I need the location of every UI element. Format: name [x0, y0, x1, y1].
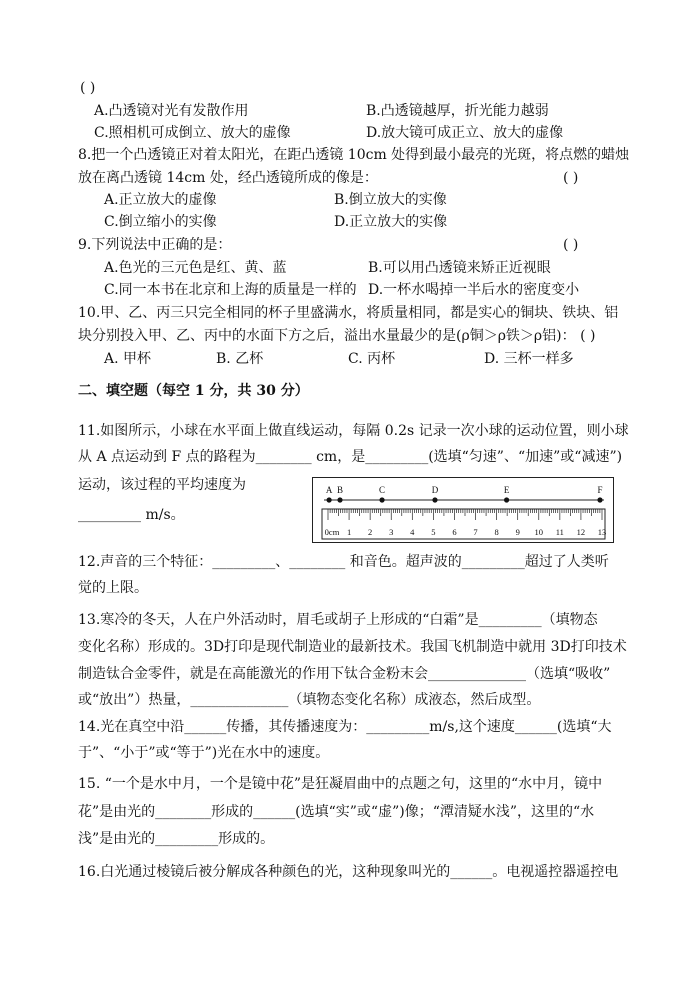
ruler-tick-label: 12 [576, 527, 586, 537]
q10-option-c: C. 丙杯 [348, 351, 396, 367]
section-title: 二、填空题（每空 1 分，共 30 分） [78, 383, 309, 399]
ruler-tick-label: 13 [597, 527, 607, 537]
q10-option-d: D. 三杯一样多 [484, 351, 574, 367]
ruler-tick-label: 8 [494, 527, 499, 537]
ball-position-c [379, 497, 384, 502]
q7-option-a: A.凸透镜对光有发散作用 [94, 103, 249, 119]
q9-option-b: B.可以用凸透镜来矫正近视眼 [368, 260, 551, 276]
ruler-tick-label: 1 [346, 527, 352, 537]
point-label-f: F [597, 485, 603, 495]
ruler-tick-label: 7 [473, 527, 478, 537]
q13-stem-line1: 13.寒冷的冬天，人在户外活动时，眉毛或胡子上形成的“白霜”是_________（填物态 [78, 612, 598, 628]
q8-option-c: C.倒立缩小的实像 [104, 214, 217, 230]
q16-stem-line1: 16.白光通过棱镜后被分解成各种颜色的光，这种现象叫光的______。电视遥控器遥控电 [78, 864, 619, 880]
point-label-c: C [379, 485, 386, 495]
q10-option-b: B. 乙杯 [216, 351, 264, 367]
q11-stem-line3: 运动，该过程的平均速度为 [78, 477, 246, 493]
q10-stem-line1: 10.甲、乙、丙三只完全相同的杯子里盛满水，将质量相同，都是实心的铜块、铁块、铝 [78, 305, 619, 321]
ruler-figure [312, 477, 614, 543]
q14-stem-line2: 于”、“小于”或“等于”)光在水中的速度。 [78, 745, 330, 761]
q7-option-c: C.照相机可成倒立、放大的虚像 [94, 125, 291, 141]
q12-stem-line1: 12.声音的三个特征：_________、________ 和音色。超声波的_________超过了人类听 [78, 554, 609, 570]
ball-position-d [432, 497, 437, 502]
q9-option-d: D.一杯水喝掉一半后水的密度变小 [368, 282, 580, 298]
ruler-tick-label: 2 [368, 527, 373, 537]
q10-stem-line2: 块分别投入甲、乙、丙中的水面下方之后，溢出水量最少的是(ρ铜＞ρ铁＞ρ铝)： ( ) [78, 328, 596, 344]
q8-answer-bracket: ( ) [563, 170, 579, 186]
q8-stem-line2: 放在离凸透镜 14cm 处，经凸透镜所成的像是： [78, 170, 378, 186]
q9-answer-bracket: ( ) [563, 237, 579, 253]
ruler-tick-label: 5 [431, 527, 436, 537]
q14-stem-line1: 14.光在真空中沿______传播，其传播速度为：_________m/s,这个速度______(选填“大 [78, 719, 612, 735]
ruler-tick-label: 9 [515, 527, 520, 537]
ball-position-f [597, 497, 602, 502]
q8-option-a: A.正立放大的虚像 [104, 192, 217, 208]
q12-stem-line2: 觉的上限。 [78, 580, 148, 596]
point-label-b: B [337, 485, 344, 495]
q9-stem: 9.下列说法中正确的是： [78, 237, 232, 253]
q11-stem-line4: _________ m/s。 [78, 507, 185, 523]
q15-stem-line1: 15. “一个是水中月，一个是镜中花”是狂凝眉曲中的点题之句，这里的“水中月，镜中 [78, 776, 603, 792]
ruler-tick-label: 6 [452, 527, 457, 537]
point-label-d: D [431, 485, 439, 495]
q10-option-a: A. 甲杯 [104, 351, 152, 367]
ruler-unit-label: 0cm [324, 527, 340, 537]
q9-option-a: A.色光的三元色是红、黄、蓝 [104, 260, 287, 276]
ruler-tick-label: 4 [410, 527, 415, 537]
ruler-tick-label: 10 [534, 527, 544, 537]
q11-stem-line2: 从 A 点运动到 F 点的路程为________ cm，是_________(选填“匀速”、“加速”或“减速”) [78, 449, 623, 465]
q13-stem-line3: 制造钛合金零件，就是在高能激光的作用下钛合金粉末会______________（选填“吸收” [78, 666, 611, 682]
ball-position-b [337, 497, 342, 502]
q11-stem-line1: 11.如图所示，小球在水平面上做直线运动，每隔 0.2s 记录一次小球的运动位置，则小球 [78, 423, 629, 439]
q8-option-d: D.正立放大的实像 [334, 214, 448, 230]
point-label-e: E [503, 485, 510, 495]
ruler-tick-label: 11 [555, 527, 564, 537]
q15-stem-line3: 浅”是由光的_________形成的。 [78, 831, 275, 847]
q13-stem-line4: 或“放出”）热量，______________（填物态变化名称）成液态，然后成型。 [78, 692, 541, 708]
ball-position-a [327, 497, 332, 502]
q9-option-c: C.同一本书在北京和上海的质量是一样的 [104, 282, 357, 298]
q7-option-d: D.放大镜可成正立、放大的虚像 [366, 125, 564, 141]
ruler-tick-label: 3 [389, 527, 394, 537]
q7-option-b: B.凸透镜越厚，折光能力越弱 [366, 103, 549, 119]
q15-stem-line2: 花”是由光的________形成的______(选填“实”或“虚”)像；“潭清疑水浅”，这里的“水 [78, 804, 595, 820]
ball-position-e [504, 497, 509, 502]
point-label-a: A [325, 485, 333, 495]
q13-stem-line2: 变化名称）形成的。3D打印是现代制造业的最新技术。我国飞机制造中就用 3D打印技术 [78, 639, 627, 655]
answer-bracket: ( ) [80, 80, 96, 96]
q8-option-b: B.倒立放大的实像 [334, 192, 447, 208]
q8-stem-line1: 8.把一个凸透镜正对着太阳光，在距凸透镜 10cm 处得到最小最亮的光斑，将点燃的蜡烛 [78, 147, 630, 163]
